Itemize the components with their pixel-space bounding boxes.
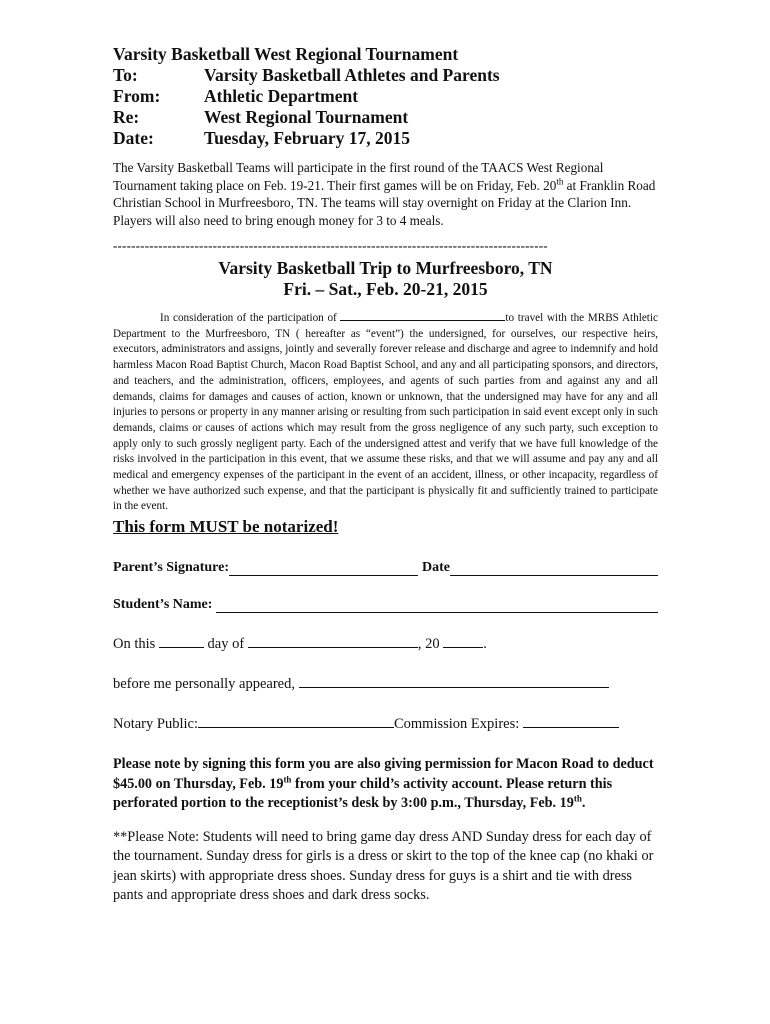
- intro-paragraph: [113, 159, 658, 229]
- trip-dates: Fri. – Sat., Feb. 20-21, 2015: [283, 279, 488, 299]
- intro-text-1: The Varsity Basketball Teams will participate in the first round of the TAACS West Regional Tournament taking place on Feb. 19-21. Their first games will be on Friday, Feb. 20: [113, 160, 604, 193]
- release-paragraph: [113, 309, 658, 515]
- parent-signature-field[interactable]: [229, 561, 418, 576]
- parent-signature-row: [113, 560, 658, 576]
- before-me-label: before me personally appeared,: [113, 676, 295, 693]
- perforation-divider: ------------------------------------------------------------------------------------------------: [113, 238, 548, 253]
- permission-text-2: from your child’s activity account. Please return this perforated portion to the receptionist’s desk by 3:00 p.m., Thursday, Feb. 19: [113, 775, 613, 812]
- parent-signature-label: Parent’s Signature:: [113, 560, 230, 576]
- intro-text-2: at Franklin Road Christian School in Murfreesboro, TN. The teams will stay overnight on Friday at the Clarion Inn. Players will also need to bring enough money for 3 to 4 meals.: [113, 177, 656, 228]
- notary-row: [113, 713, 658, 733]
- year-field[interactable]: [443, 633, 483, 648]
- notary-date-row: [113, 633, 658, 653]
- permission-sup-1: th: [283, 773, 292, 784]
- notary-public-label: Notary Public:: [113, 716, 198, 733]
- trip-title: Varsity Basketball Trip to Murfreesboro, TN: [218, 258, 553, 278]
- memo-date-label: Date:: [113, 128, 154, 148]
- year-period: .: [483, 636, 487, 653]
- permission-sup-2: th: [573, 793, 582, 804]
- permission-text-3: .: [581, 795, 586, 812]
- document-page: [113, 44, 658, 906]
- on-this-label: On this: [113, 636, 156, 653]
- day-of-label: day of: [207, 636, 245, 653]
- commission-expires-label: Commission Expires:: [393, 716, 520, 733]
- student-name-label: Student’s Name:: [113, 597, 213, 613]
- memo-to-value: Varsity Basketball Athletes and Parents: [204, 65, 500, 85]
- intro-sup: th: [556, 176, 564, 187]
- memo-from-label: From:: [113, 86, 161, 106]
- release-body: to travel with the MRBS Athletic Department to the Murfreesboro, TN ( hereafter as “event”) the undersigned, for ourselves, our respective heirs, executors, administrators and assigns, jointly and severally forever release and discharge and agree to indemnify and hold harmless Macon Road Baptist Church, Macon Road Baptist School, and any and all participating sponsors, and directors, and teachers, and the administration, officers, employees, and agents of such parties from and against any and all demands, claims for damages and causes of action, known or unknown, that the undersigned may have for any and all injuries to persons or property in any manner arising or resulting from such participation in said event except only in such demands, claims or causes of actions which may result from the gross negligence of any such party, such exception to apply only to such grossly negligent party. Each of the undersigned attest and verify that we have full knowledge of the risks involved in the participation in this event, that we assume these risks, and that we will assume and pay any and all medical and emergency expenses of the participant in the event of an accident, illness, or other incapacity, regardless of whether we have authorized such expense, and that the participant is physically fit and sufficiently trained to participate in the event.: [113, 312, 658, 513]
- memo-from-value: Athletic Department: [204, 86, 359, 106]
- permission-notice: [113, 755, 658, 814]
- memo-from-row: [113, 86, 658, 107]
- memo-to-label: To:: [113, 65, 138, 85]
- release-lead: In consideration of the participation of: [160, 312, 341, 324]
- permission-text-1: Please note by signing this form you are also giving permission for Macon Road to deduct $45.00 on Thursday, Feb. 19: [113, 756, 654, 792]
- day-number-field[interactable]: [159, 633, 204, 648]
- date-label: Date: [422, 560, 451, 576]
- notarize-warning: This form MUST be notarized!: [113, 517, 339, 537]
- month-field[interactable]: [248, 633, 418, 648]
- memo-title: Varsity Basketball West Regional Tournament: [113, 44, 459, 64]
- memo-re-row: [113, 107, 658, 128]
- participant-name-blank[interactable]: [340, 309, 505, 321]
- appeared-name-field[interactable]: [299, 673, 609, 688]
- appeared-row: [113, 673, 658, 693]
- student-name-row: [113, 597, 658, 613]
- year-prefix-label: , 20: [417, 636, 440, 653]
- student-name-field[interactable]: [216, 598, 658, 613]
- memo-re-value: West Regional Tournament: [204, 107, 409, 127]
- memo-re-label: Re:: [113, 107, 140, 127]
- date-field[interactable]: [450, 561, 658, 576]
- memo-date-row: [113, 128, 658, 149]
- notary-public-field[interactable]: [198, 713, 394, 728]
- dress-code-note: **Please Note: Students will need to bring game day dress AND Sunday dress for each day of the tournament. Sunday dress for girls is a dress or skirt to the top of the knee cap (no khaki or jean skirts) with appropriate dress shoes. Sunday dress for guys is a shirt and tie with dress pants and appropriate dress shoes and dark dress socks.: [113, 828, 654, 904]
- memo-to-row: [113, 65, 658, 86]
- memo-date-value: Tuesday, February 17, 2015: [204, 128, 410, 148]
- commission-expires-field[interactable]: [523, 713, 619, 728]
